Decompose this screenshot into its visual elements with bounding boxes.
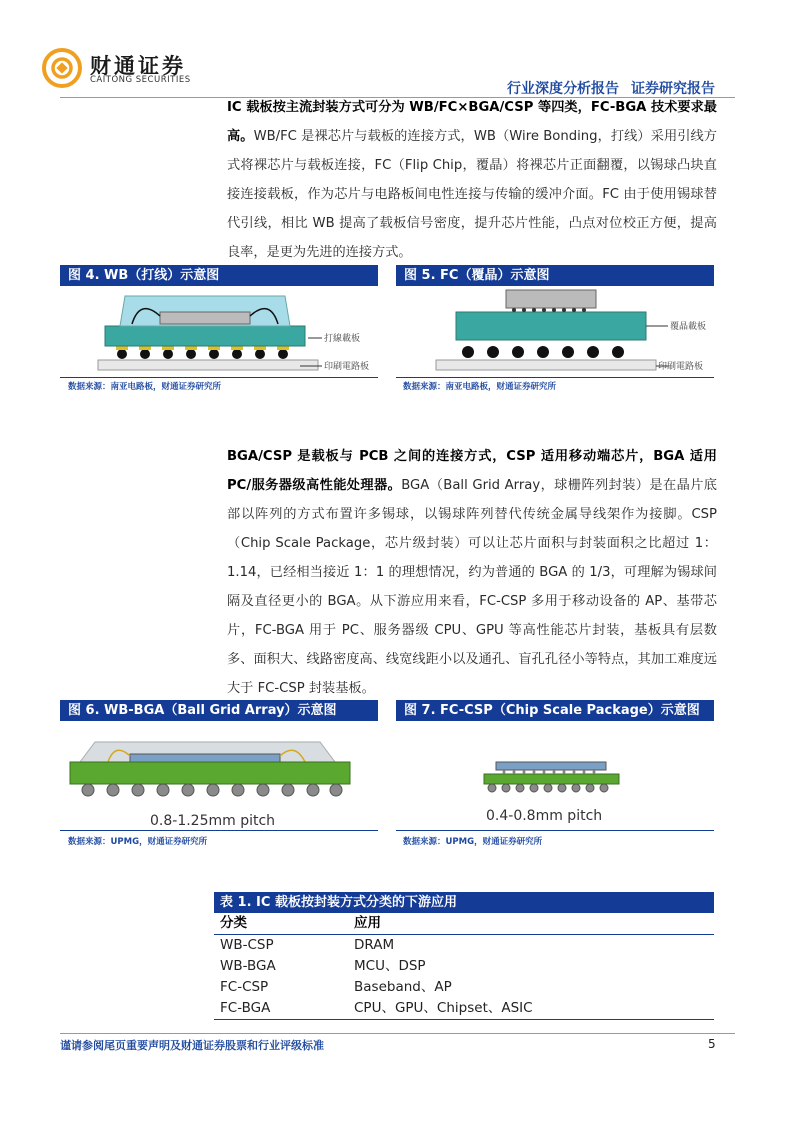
table-row bbox=[214, 998, 714, 1020]
table-row bbox=[214, 977, 714, 998]
figure-6-rule bbox=[60, 830, 378, 831]
figure-7-fc-csp-diagram bbox=[396, 722, 714, 832]
table-cell: WB-BGA bbox=[220, 958, 276, 974]
table-header-category: 分类 bbox=[214, 913, 348, 935]
figure-4-rule bbox=[60, 377, 378, 378]
paragraph-wb-fc-body: WB/FC 是裸芯片与载板的连接方式，WB（Wire Bonding，打线）采用引线方式将裸芯片与载板连接，FC（Flip Chip，覆晶）将裸芯片正面翻覆，以锡球凸块直接连接载板，作为芯片与电路板间电性连接与传输的缓冲介面。FC 由于使用锡球替代引线，相比 WB 提高了载板信号密度，提升芯片性能，凸点对位校正方便，提高良率，是更为先进的连接方式。 bbox=[227, 129, 717, 260]
figure-5-fc-diagram bbox=[396, 286, 714, 378]
fig6-pitch-label: 0.8-1.25mm pitch bbox=[150, 813, 276, 829]
company-name-en: CAITONG SECURITIES bbox=[90, 75, 191, 85]
table-header-row bbox=[214, 913, 714, 935]
figure-4-source: 数据来源：南亚电路板，财通证券研究所 bbox=[68, 382, 222, 392]
figure-5-rule bbox=[396, 377, 714, 378]
figure-4-title: 图 4. WB（打线）示意图 bbox=[60, 265, 378, 286]
figure-7-rule bbox=[396, 830, 714, 831]
figure-7-source: 数据来源：UPMG，财通证券研究所 bbox=[403, 837, 543, 847]
figure-7-title: 图 7. FC-CSP（Chip Scale Package）示意图 bbox=[396, 700, 714, 721]
figure-6-wb-bga-diagram bbox=[60, 722, 378, 832]
company-name-cn: 财通证券 bbox=[90, 54, 186, 78]
figure-4-wb-diagram bbox=[60, 286, 378, 378]
fig4-label-pcb: 印刷電路板 bbox=[324, 362, 370, 372]
report-label: 证券研究报告 bbox=[631, 81, 715, 97]
table-header-application: 应用 bbox=[348, 913, 714, 935]
table-1-title: 表 1. IC 载板按封装方式分类的下游应用 bbox=[214, 892, 714, 913]
fig7-pitch-label: 0.4-0.8mm pitch bbox=[486, 808, 603, 824]
figure-5-title: 图 5. FC（覆晶）示意图 bbox=[396, 265, 714, 286]
company-logo-icon bbox=[42, 48, 82, 88]
footer-divider bbox=[60, 1033, 735, 1034]
figure-6-source: 数据来源：UPMG，财通证券研究所 bbox=[68, 837, 208, 847]
paragraph-wb-fc bbox=[227, 93, 717, 267]
table-cell: FC-CSP bbox=[220, 979, 269, 995]
table-cell: FC-BGA bbox=[214, 998, 348, 1020]
table-1 bbox=[214, 892, 714, 1020]
fig4-label-substrate: 打線載板 bbox=[324, 334, 361, 344]
table-cell: Baseband、AP bbox=[354, 979, 452, 995]
table-row bbox=[214, 935, 714, 957]
fig5-label-pcb: 印刷電路板 bbox=[658, 362, 704, 372]
paragraph-wb-fc-lead: IC 载板按主流封装方式可分为 WB/FC×BGA/CSP 等四类，FC-BGA 技术要求最高。 bbox=[227, 100, 717, 144]
table-cell: WB-CSP bbox=[220, 937, 274, 953]
table-cell: MCU、DSP bbox=[354, 958, 426, 974]
report-type: 行业深度分析报告 bbox=[507, 81, 619, 97]
paragraph-bga-csp-body: BGA（Ball Grid Array，球栅阵列封装）是在晶片底部以阵列的方式布置许多锡球，以锡球阵列替代传统金属导线架作为接脚。CSP（Chip Scale Package，芯片级封装）可以让芯片面积与封装面积之比超过 1：1.14，已经相当接近 1：1 的理想情况，约为普通的 BGA 的 1/3，可理解为锡球间隔及直径更小的 BGA。从下游应用来看，FC-CSP 多用于移动设备的 AP、基带芯片，FC-BGA 用于 PC、服务器级 CPU、GPU 等高性能芯片封装，基板具有层数多、面积大、线路密度高、线宽线距小以及通孔、盲孔孔径小等特点，其加工难度远大于 FC-CSP 封装基板。 bbox=[227, 478, 717, 696]
table-cell: DRAM bbox=[354, 937, 395, 953]
paragraph-bga-csp bbox=[227, 442, 717, 703]
figure-5-source: 数据来源：南亚电路板，财通证券研究所 bbox=[403, 382, 557, 392]
table-cell: CPU、GPU、Chipset、ASIC bbox=[348, 998, 714, 1020]
paragraph-bga-csp-lead: BGA/CSP 是载板与 PCB 之间的连接方式，CSP 适用移动端芯片，BGA 适用 PC/服务器级高性能处理器。 bbox=[227, 449, 717, 493]
figure-6-title: 图 6. WB-BGA（Ball Grid Array）示意图 bbox=[60, 700, 378, 721]
table-1-grid bbox=[214, 913, 714, 1020]
table-row bbox=[214, 956, 714, 977]
page-number: 5 bbox=[708, 1037, 716, 1051]
fig5-label-substrate: 覆晶載板 bbox=[670, 322, 707, 332]
footer-disclaimer-link[interactable]: 谨请参阅尾页重要声明及财通证券股票和行业评级标准 bbox=[60, 1039, 324, 1052]
